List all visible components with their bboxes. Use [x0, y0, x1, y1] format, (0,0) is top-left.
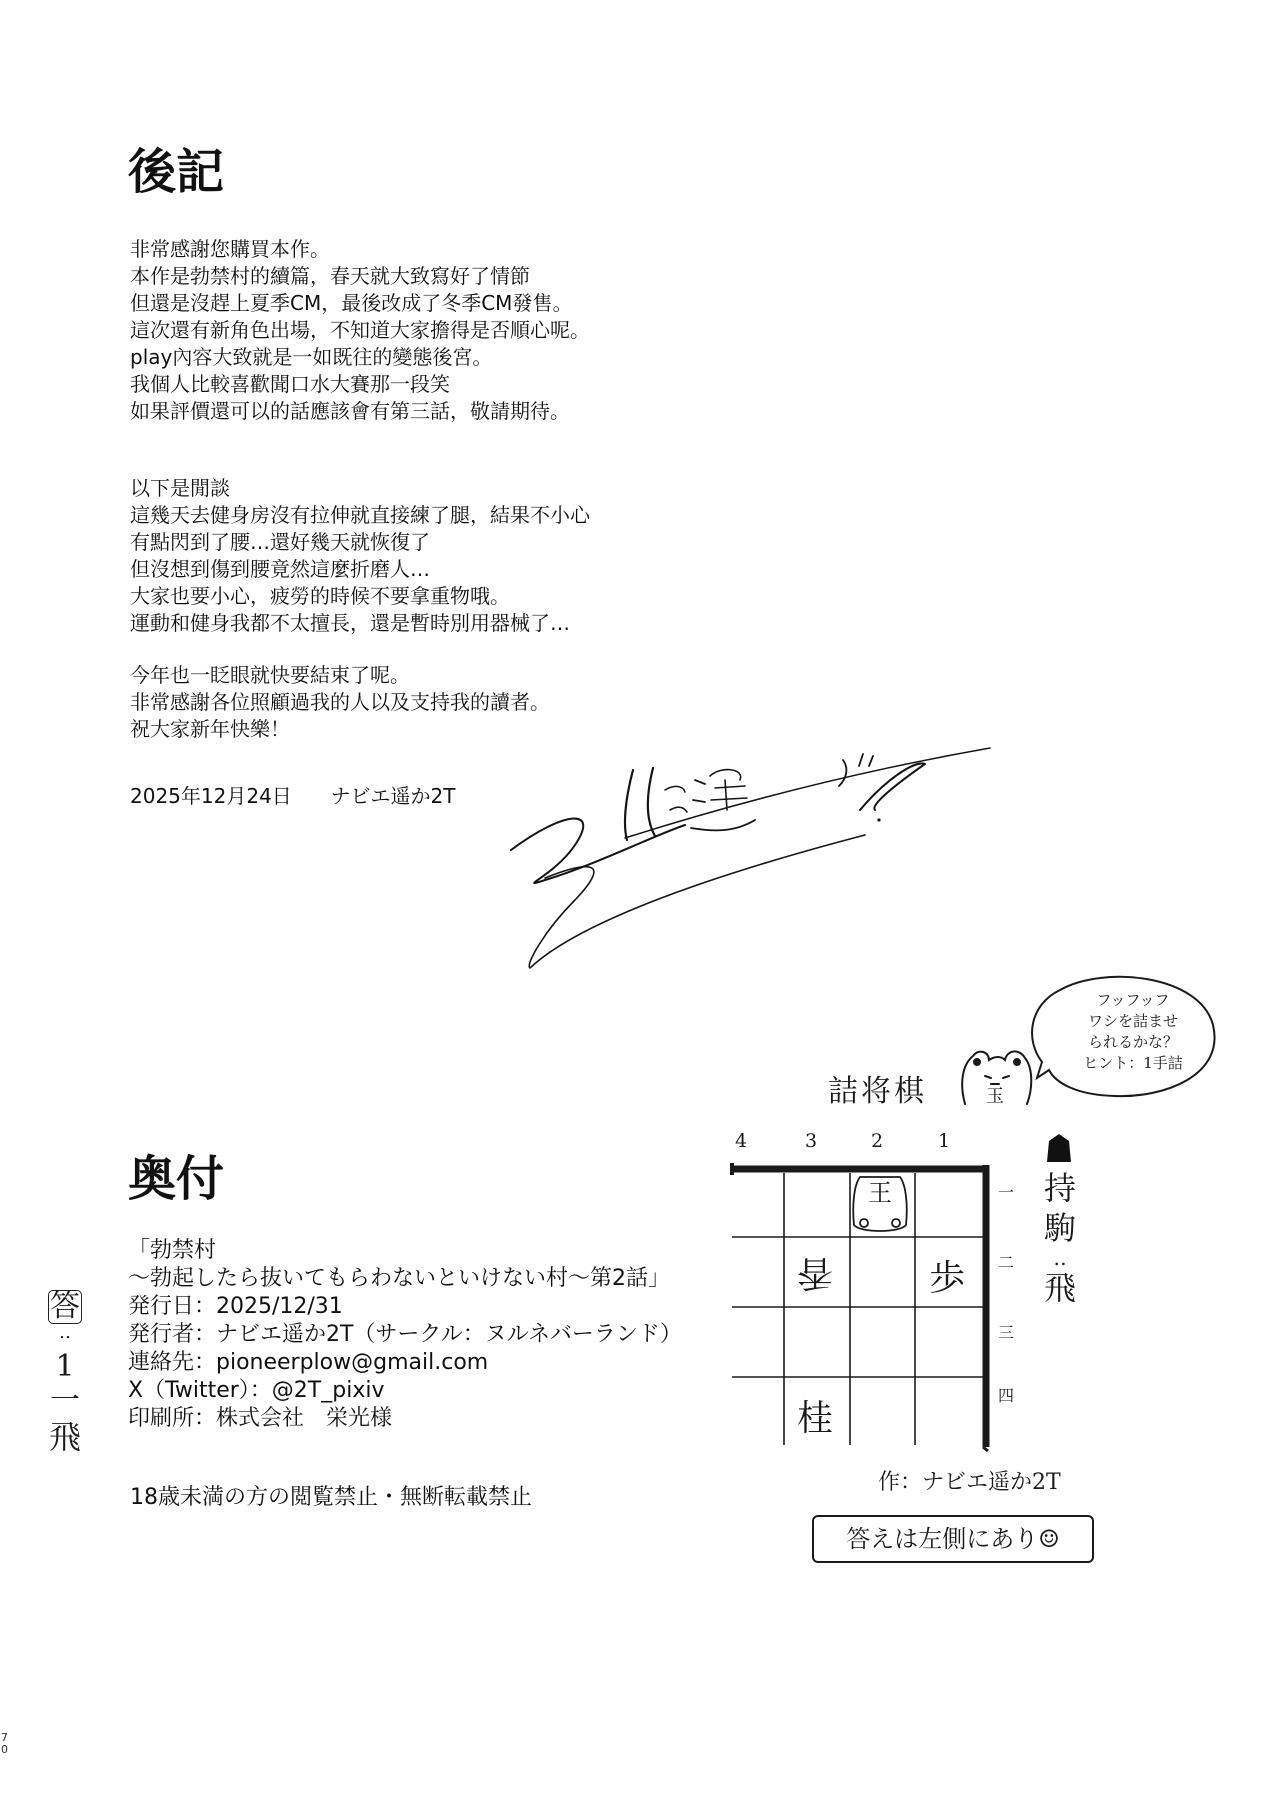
file-label: 1 — [938, 1130, 951, 1152]
hand-piece-hisha: 飛 — [1043, 1269, 1076, 1307]
text-line: play內容大致就是一如既往的變態後宮。 — [130, 345, 493, 369]
text-line: 但還是沒趕上夏季CM，最後改成了冬季CM發售。 — [130, 291, 573, 315]
text-line: 非常感謝各位照顧過我的人以及支持我的讀者。 — [130, 690, 550, 714]
author-signature-image — [505, 740, 1025, 1000]
answer-label: 答 — [50, 1289, 80, 1324]
frog-badge: 玉 — [986, 1086, 1004, 1107]
afterword-date: 2025年12月24日 — [130, 784, 292, 808]
page-number — [1, 1732, 11, 1756]
hand-label-char: 駒 — [1043, 1209, 1076, 1247]
afterword-author: ナビエ遥か2T — [330, 784, 456, 808]
rank-label: 一 — [997, 1183, 1014, 1202]
answer-dots: ‥ — [58, 1322, 71, 1343]
text-line: 我個人比較喜歡聞口水大賽那一段笑 — [130, 372, 450, 396]
rank-label: 四 — [997, 1386, 1014, 1405]
knight-piece: 桂 — [796, 1398, 833, 1439]
answer-move-number: 1 — [55, 1349, 75, 1384]
colophon-line: 印刷所：株式会社 栄光様 — [128, 1406, 393, 1431]
text-line: 以下是閒談 — [130, 476, 230, 500]
answer-move-rank: 一 — [50, 1383, 80, 1418]
age-restriction-notice: 18歳未満の方の閲覧禁止・無断転載禁止 — [130, 1485, 532, 1510]
pawn-piece: 歩 — [928, 1258, 965, 1299]
text-line: 非常感謝您購買本作。 — [130, 237, 330, 261]
file-label: 4 — [735, 1130, 748, 1152]
rank-label: 二 — [997, 1253, 1014, 1272]
text-line: 大家也要小心，疲勞的時候不要拿重物哦。 — [130, 584, 510, 608]
text-line: 祝大家新年快樂！ — [130, 717, 290, 741]
speech-bubble-text — [1058, 990, 1208, 1074]
page-number-digit: 0 — [1, 1743, 8, 1756]
page-number-digit: 7 — [1, 1731, 8, 1744]
colophon-title: 奥付 — [128, 1151, 225, 1207]
text-line: 本作是勃禁村的續篇，春天就大致寫好了情節 — [130, 264, 530, 288]
afterword-paragraph-3 — [130, 662, 550, 743]
afterword-title: 後記 — [128, 144, 225, 200]
text-line: 如果評價還可以的話應該會有第三話，敬請期待。 — [130, 399, 570, 423]
colophon-line: 発行者：ナビエ遥か2T（サークル：ヌルネバーランド） — [128, 1322, 682, 1347]
answer-move-piece: 飛 — [48, 1418, 81, 1456]
pieces-in-hand — [1040, 1168, 1080, 1308]
lance-piece: 香 — [797, 1252, 834, 1293]
afterword-paragraph-1 — [130, 236, 590, 425]
bubble-line: ヒント：1手詰 — [1083, 1054, 1183, 1072]
afterword-signoff — [130, 780, 455, 809]
king-piece-label: 王 — [868, 1179, 892, 1207]
colophon-line: X（Twitter）：@2T_pixiv — [128, 1378, 385, 1403]
answer-note-box: 答えは左側にあり☺ — [812, 1515, 1094, 1563]
file-label: 2 — [871, 1130, 884, 1152]
puzzle-credit: 作：ナビエ遥か2T — [878, 1470, 1061, 1495]
text-line: 今年也一眨眼就快要結束了呢。 — [130, 663, 410, 687]
hand-label-char: 持 — [1043, 1169, 1076, 1207]
bubble-line: フッフッフ — [1096, 991, 1170, 1009]
colophon-line: 連絡先：pioneerplow@gmail.com — [128, 1350, 489, 1375]
colophon-details — [128, 1237, 682, 1433]
rank-label: 三 — [997, 1323, 1014, 1342]
text-line: 有點閃到了腰…還好幾天就恢復了 — [130, 530, 430, 554]
colophon-line: 「勃禁村 — [128, 1238, 217, 1263]
file-labels — [735, 1130, 995, 1154]
file-label: 3 — [805, 1130, 818, 1152]
afterword-paragraph-2 — [130, 475, 590, 637]
text-line: 運動和健身我都不太擅長，還是暫時別用器械了… — [130, 611, 570, 635]
text-line: 這次還有新角色出場，不知道大家擔得是否順心呢。 — [130, 318, 590, 342]
text-line: 但沒想到傷到腰竟然這麼折磨人… — [130, 557, 430, 581]
tsumeshogi-title: 詰将棋 — [828, 1074, 927, 1109]
hand-label-char: ‥ — [1053, 1246, 1067, 1270]
answer-vertical — [48, 1290, 82, 1456]
text-line: 這幾天去健身房沒有拉伸就直接練了腿，結果不小心 — [130, 503, 590, 527]
bubble-line: られるかな？ — [1087, 1033, 1178, 1051]
shogi-piece-icon — [1046, 1133, 1072, 1163]
bubble-line: ワシを詰ませ — [1087, 1012, 1178, 1030]
colophon-line: 発行日：2025/12/31 — [128, 1294, 343, 1319]
colophon-line: ～勃起したら抜いてもらわないといけない村～第2話」 — [128, 1266, 670, 1291]
